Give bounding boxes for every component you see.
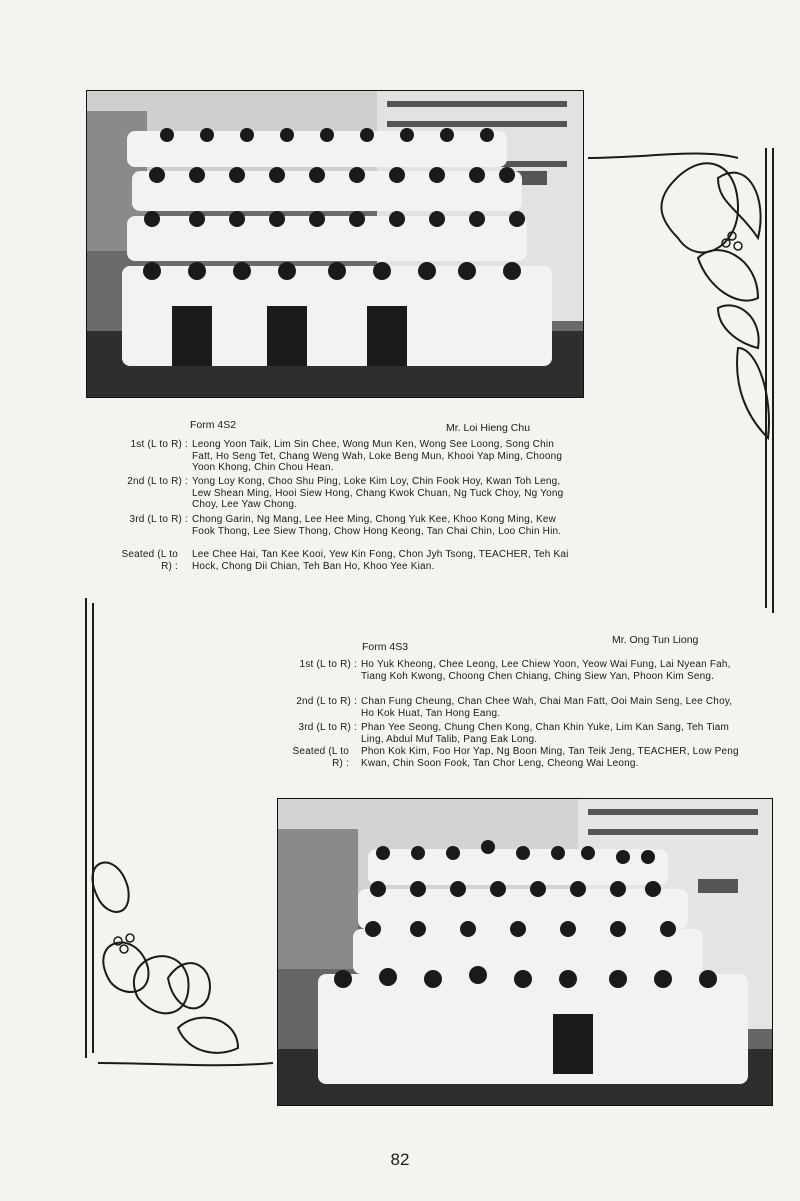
row-label: 3rd (L to R) : [129,514,188,525]
row-label: 2nd (L to R) : [296,696,357,707]
page-number: 82 [390,1150,410,1169]
form-4s3-row-1st [283,659,743,682]
form-4s2-row-1st [112,439,572,474]
row-names: Leong Yoon Taik, Lim Sin Chee, Wong Mun Ken, Wong See Loong, Song Chin Fatt, Ho Seng Tet, Chang Weng Wah, Loke Beng Mun, Khooi Yap Ming, Choong Yoon Khong, Chin Chou Hean. [192,439,563,473]
form-4s3-row-3rd [283,722,743,745]
row-names: Ho Yuk Kheong, Chee Leong, Lee Chiew Yoon, Yeow Wai Fung, Lai Nyean Fah, Tiang Koh Kwong, Choong Chen Chiang, Ching Siew Yan, Phoon Kim Seng. [361,659,731,682]
row-names: Chong Garin, Ng Mang, Lee Hee Ming, Chong Yuk Kee, Khoo Kong Ming, Kew Fook Thong, Lee Siew Thong, Chow Hong Keong, Tan Chai Chin, Loo Chin Hin. [192,514,562,537]
form-4s2-row-2nd [112,476,572,511]
class-photo-4s3-graphic [278,799,772,1105]
row-names: Phan Yee Seong, Chung Chen Kong, Chan Khin Yuke, Lim Kan Sang, Teh Tiam Ling, Abdul Muf Talib, Pang Eak Long. [361,722,729,745]
floral-ornament-top-right [588,148,788,618]
row-names: Lee Chee Hai, Tan Kee Kooi, Yew Kin Fong, Chon Jyh Tsong, TEACHER, Teh Kai Hock, Chong Dii Chian, Teh Ban Ho, Khoo Yee Kian. [192,549,569,572]
row-names: Phon Kok Kim, Foo Hor Yap, Ng Boon Ming, Tan Teik Jeng, TEACHER, Low Peng Kwan, Chin Soon Fook, Tan Chor Leng, Cheong Wai Leong. [361,746,739,769]
row-label: 1st (L to R) : [130,439,188,450]
form-4s2-row-3rd [112,514,572,537]
form-4s3-teacher: Mr. Ong Tun Liong [612,634,699,646]
floral-ornament-bottom-left-graphic [78,598,278,1068]
form-4s3-title: Form 4S3 [362,641,409,653]
row-label: Seated (L to R) : [121,549,178,572]
row-label: Seated (L to R) : [292,746,349,769]
row-label: 2nd (L to R) : [127,476,188,487]
row-label: 3rd (L to R) : [298,722,357,733]
form-4s3-row-2nd [283,696,743,719]
row-label: 1st (L to R) : [299,659,357,670]
floral-ornament-top-right-graphic [588,148,788,618]
form-4s3-row-seated [283,746,743,769]
class-photo-4s2 [86,90,584,398]
form-4s2-teacher: Mr. Loi Hieng Chu [446,422,531,434]
row-names: Chan Fung Cheung, Chan Chee Wah, Chai Man Fatt, Ooi Main Seng, Lee Choy, Ho Kok Huat, Tan Hong Eang. [361,696,733,719]
form-4s2-row-seated [112,549,572,572]
class-photo-4s2-graphic [87,91,583,397]
floral-ornament-bottom-left [78,598,278,1068]
class-photo-4s3 [277,798,773,1106]
form-4s2-title: Form 4S2 [190,419,237,431]
row-names: Yong Loy Kong, Choo Shu Ping, Loke Kim Loy, Chin Fook Hoy, Kwan Toh Leng, Lew Shean Ming, Hooi Siew Hong, Chang Kwok Chuan, Ng Tuck Choy, Ng Yong Choy, Lee Yaw Chong. [192,476,564,510]
